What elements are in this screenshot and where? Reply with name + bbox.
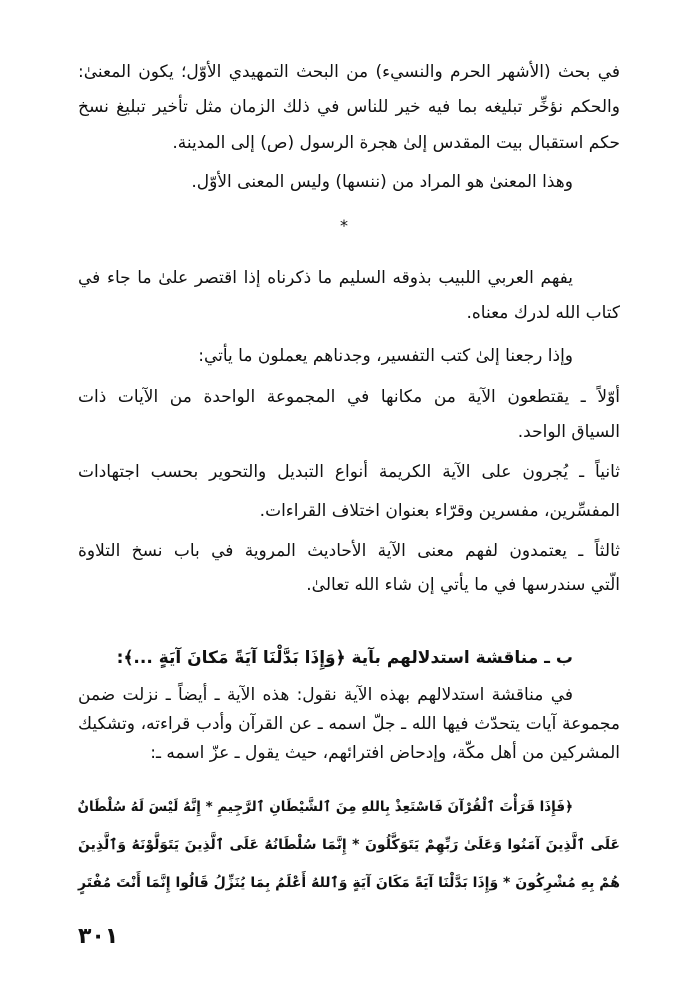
quran-verse-line: عَلَى ٱلَّذِينَ آمَنُوا وَعَلَىٰ رَبِّهِمْ يَتَوَكَّلُونَ * إِنَّمَا سُلْطَانُهُ عَلَى ٱلَّذِينَ يَتَوَلَّوْنَهُ وَٱلَّذِينَ <box>78 837 620 853</box>
text-line: وهذا المعنىٰ هو المراد من (ننسها) وليس المعنى الأوّل. <box>191 172 573 192</box>
text-line: كتاب الله لدرك معناه. <box>466 303 620 323</box>
text-line: أوّلاً ـ يقتطعون الآية من مكانها في المجموعة الواحدة من الآيات ذات <box>78 387 620 407</box>
text-line: يفهم العربي اللبيب بذوقه السليم ما ذكرناه إذا اقتصر علىٰ ما جاء في <box>78 268 573 288</box>
section-heading: ب ـ مناقشة استدلالهم بآية ﴿وَإِذَا بَدَّلْنَا آيَةً مَكانَ آيَةٍ ...﴾: <box>116 648 573 668</box>
text-line: حكم استقبال بيت المقدس إلىٰ هجرة الرسول (ص) إلى المدينة. <box>172 133 620 153</box>
text-line: ثالثاً ـ يعتمدون لفهم معنى الآية الأحاديث المروية في باب نسخ التلاوة <box>78 541 620 561</box>
page-number: ٣٠١ <box>78 924 119 949</box>
text-line: وإذا رجعنا إلىٰ كتب التفسير، وجدناهم يعملون ما يأتي: <box>198 346 573 366</box>
section-separator: * <box>340 216 348 235</box>
quran-verse-line: ﴿فَإِذَا قَرَأْتَ ٱلْقُرْآنَ فَاسْتَعِذْ بِاللهِ مِنَ ٱلشَّيْطَانِ ٱلرَّجِيمِ * إِنَّهُ لَيْسَ لَهُ سُلْطَانٌ <box>77 799 573 815</box>
text-line: السياق الواحد. <box>517 422 620 442</box>
quran-verse-line: هُمْ بِهِ مُشْرِكُونَ * وَإِذَا بَدَّلْنَا آيَةً مَكَانَ آيَةٍ وَٱللهُ أَعْلَمُ بِمَا يُنَزِّلُ قَالُوا إِنَّمَا أَنْتَ مُفْتَرٍ <box>78 875 620 891</box>
text-line: في بحث (الأشهر الحرم والنسيء) من البحث التمهيدي الأوّل؛ يكون المعنىٰ: <box>78 62 620 82</box>
text-line: مجموعة آيات يتحدّث فيها الله ـ جلّ اسمه ـ عن القرآن وأدب قراءته، وتشكيك <box>78 714 620 734</box>
text-line: الّتي سندرسها في ما يأتي إن شاء الله تعالىٰ. <box>306 575 620 595</box>
text-line: والحكم نؤخِّر تبليغه بما فيه خير للناس في ذلك الزمان مثل تأخير تبليغ نسخ <box>78 97 620 117</box>
text-line: ثانياً ـ يُجرون على الآية الكريمة أنواع التبديل والتحوير بحسب اجتهادات <box>78 462 620 482</box>
text-line: المفسِّرين، مفسرين وقرّاء بعنوان اختلاف القراءات. <box>259 501 620 521</box>
text-line: المشركين من أهل مكّة، وإدحاض افترائهم، حيث يقول ـ عزّ اسمه ـ: <box>150 743 620 763</box>
text-line: في مناقشة استدلالهم بهذه الآية نقول: هذه الآية ـ أيضاً ـ نزلت ضمن <box>78 685 573 705</box>
